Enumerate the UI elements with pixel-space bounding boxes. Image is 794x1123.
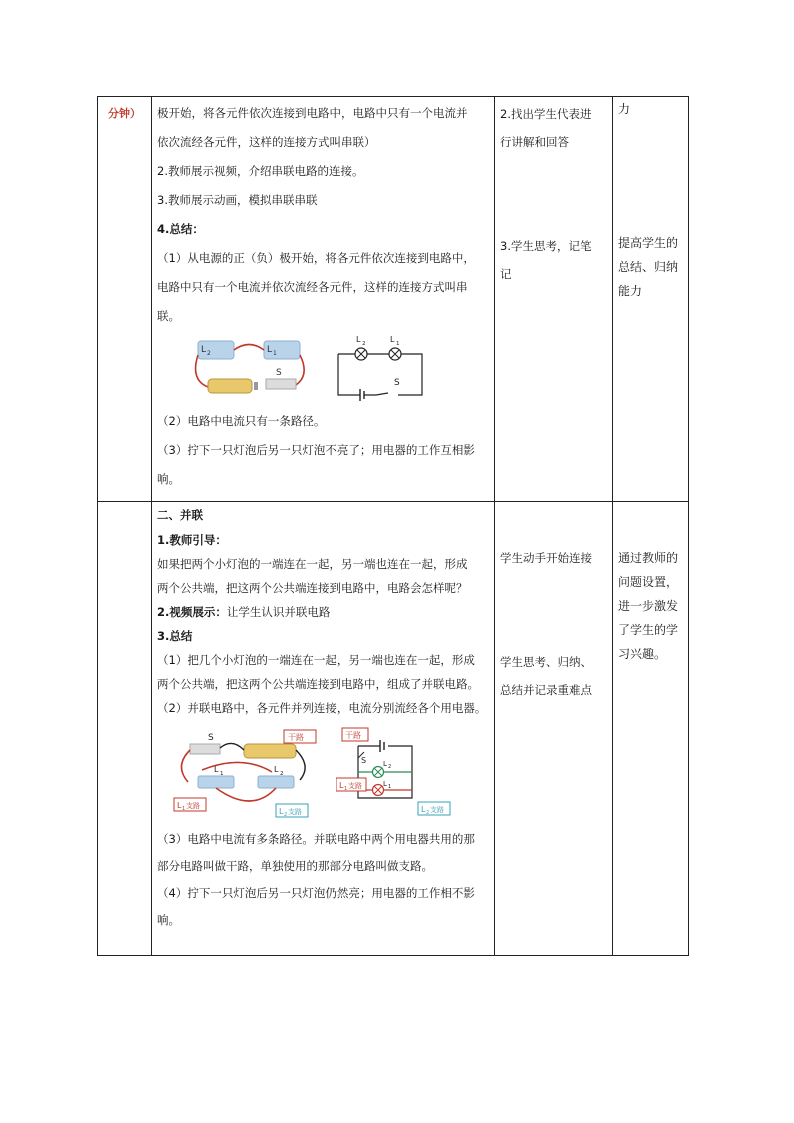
student-activity-cell bbox=[495, 97, 613, 502]
purpose-line: 了学生的学 bbox=[618, 623, 679, 637]
photo-switch-label: S bbox=[208, 733, 214, 743]
diagram-l2-label: L bbox=[356, 335, 361, 344]
student-line: 2.找出学生代表进 bbox=[500, 107, 592, 121]
purpose-line: 总结、归纳 bbox=[618, 260, 679, 274]
student-line: 3.学生思考，记笔 bbox=[500, 239, 592, 253]
purpose-line: 进一步激发 bbox=[618, 599, 679, 613]
student-activity-cell bbox=[495, 502, 613, 956]
photo-l1-sub: 1 bbox=[220, 771, 224, 777]
summary-line: 响。 bbox=[157, 913, 180, 927]
diagram-branch2-tag: 支路 bbox=[430, 806, 444, 814]
diagram-l1-sub: 1 bbox=[396, 341, 400, 347]
purpose-line: 习兴趣。 bbox=[618, 647, 667, 661]
process-cell bbox=[152, 502, 495, 956]
table-row-series bbox=[98, 97, 689, 502]
series-circuit-diagram bbox=[334, 335, 434, 401]
process-cell bbox=[152, 97, 495, 502]
summary-line: （4）拧下一只灯泡后另一只灯泡仍然亮；用电器的工作相不影 bbox=[157, 886, 475, 900]
process-line: 极开始，将各元件依次连接到电路中，电路中只有一个电流并 bbox=[157, 106, 468, 120]
video-text: 让学生认识并联电路 bbox=[226, 605, 331, 619]
purpose-line: 问题设置， bbox=[618, 575, 679, 589]
diagram-branch2-tag-l: L bbox=[421, 805, 426, 814]
guide-line: 两个公共端，把这两个公共端连接到电路中，电路会怎样呢？ bbox=[157, 581, 468, 595]
photo-l2-sub: 2 bbox=[207, 350, 211, 357]
time-label: 分钟） bbox=[108, 107, 141, 120]
diagram-l1-label: L bbox=[390, 335, 395, 344]
summary-line: （2）电路中电流只有一条路径。 bbox=[157, 414, 326, 428]
parallel-circuit-photo bbox=[172, 726, 322, 818]
series-circuit-photo bbox=[192, 335, 312, 401]
summary-line: （3）拧下一只灯泡后另一只灯泡不亮了；用电器的工作互相影 bbox=[157, 443, 475, 457]
diagram-l2-label: L bbox=[383, 760, 387, 768]
purpose-line: 力 bbox=[618, 102, 631, 116]
photo-branch1-tag: 支路 bbox=[186, 802, 200, 810]
time-cell bbox=[98, 97, 152, 502]
diagram-switch-label: S bbox=[394, 378, 400, 388]
summary-line: 部分电路叫做干路，单独使用的那部分电路叫做支路。 bbox=[157, 859, 433, 873]
diagram-switch-label: S bbox=[361, 756, 367, 765]
summary-heading: 3.总结 bbox=[157, 629, 193, 643]
video-heading: 2.视频展示： bbox=[157, 605, 227, 619]
summary-line: （2）并联电路中，各元件并列连接，电流分别流经各个用电器。 bbox=[157, 701, 487, 715]
purpose-line: 能力 bbox=[618, 284, 643, 298]
student-line: 记 bbox=[500, 267, 512, 281]
photo-l2-sub: 2 bbox=[280, 771, 284, 777]
photo-switch-label: S bbox=[276, 368, 282, 378]
purpose-line: 通过教师的 bbox=[618, 551, 679, 565]
section-heading: 二、并联 bbox=[157, 508, 203, 522]
summary-line: 联。 bbox=[157, 309, 180, 323]
summary-line: （1）把几个小灯泡的一端连在一起，另一端也连在一起，形成 bbox=[157, 653, 475, 667]
parallel-circuit-figure bbox=[172, 724, 494, 820]
diagram-l2-sub: 2 bbox=[388, 764, 392, 770]
guide-heading: 1.教师引导： bbox=[157, 533, 227, 547]
student-line: 行讲解和回答 bbox=[500, 135, 569, 149]
diagram-branch1-tag-l: L bbox=[339, 781, 344, 790]
process-line: 2.教师展示视频，介绍串联电路的连接。 bbox=[157, 164, 364, 178]
photo-l1-sub: 1 bbox=[273, 350, 277, 357]
photo-l1-label: L bbox=[267, 345, 273, 355]
student-line: 学生动手开始连接 bbox=[500, 551, 592, 565]
photo-branch2-tag-sub: 2 bbox=[284, 812, 288, 818]
student-line: 总结并记录重难点 bbox=[500, 683, 592, 697]
purpose-cell bbox=[613, 97, 689, 502]
time-cell bbox=[98, 502, 152, 956]
diagram-l1-label: L bbox=[383, 780, 387, 788]
diagram-branch1-tag: 支路 bbox=[348, 782, 362, 790]
student-line: 学生思考、归纳、 bbox=[500, 655, 592, 669]
series-circuit-figure bbox=[192, 333, 494, 403]
parallel-circuit-diagram bbox=[336, 726, 456, 818]
photo-l2-label: L bbox=[274, 765, 279, 774]
photo-branch1-tag-l: L bbox=[177, 801, 182, 810]
diagram-branch1-tag-sub: 1 bbox=[344, 786, 348, 792]
photo-branch2-tag-l: L bbox=[279, 807, 284, 816]
photo-branch2-tag: 支路 bbox=[288, 808, 302, 816]
summary-line: （1）从电源的正（负）极开始，将各元件依次连接到电路中， bbox=[157, 251, 475, 265]
purpose-line: 提高学生的 bbox=[618, 236, 679, 250]
process-line: 依次流经各元件，这样的连接方式叫串联） bbox=[157, 135, 376, 149]
summary-line: 响。 bbox=[157, 472, 180, 486]
photo-l2-label: L bbox=[201, 345, 207, 355]
photo-l1-label: L bbox=[214, 765, 219, 774]
lesson-table bbox=[97, 96, 689, 956]
guide-line: 如果把两个小灯泡的一端连在一起，另一端也连在一起，形成 bbox=[157, 557, 468, 571]
photo-branch1-tag-sub: 1 bbox=[182, 806, 186, 812]
photo-main-road-tag: 干路 bbox=[288, 733, 304, 742]
summary-line: 电路中只有一个电流并依次流经各元件，这样的连接方式叫串 bbox=[157, 280, 468, 294]
diagram-l1-sub: 1 bbox=[388, 784, 392, 790]
diagram-main-road-tag: 干路 bbox=[345, 731, 361, 740]
summary-heading: 4.总结： bbox=[157, 222, 204, 236]
purpose-cell bbox=[613, 502, 689, 956]
summary-line: 两个公共端，把这两个公共端连接到电路中，组成了并联电路。 bbox=[157, 677, 479, 691]
process-line: 3.教师展示动画，模拟串联串联 bbox=[157, 193, 318, 207]
table-row-parallel bbox=[98, 502, 689, 956]
summary-line: （3）电路中电流有多条路径。并联电路中两个用电器共用的那 bbox=[157, 832, 475, 846]
diagram-l2-sub: 2 bbox=[362, 341, 366, 347]
diagram-branch2-tag-sub: 2 bbox=[426, 810, 430, 816]
